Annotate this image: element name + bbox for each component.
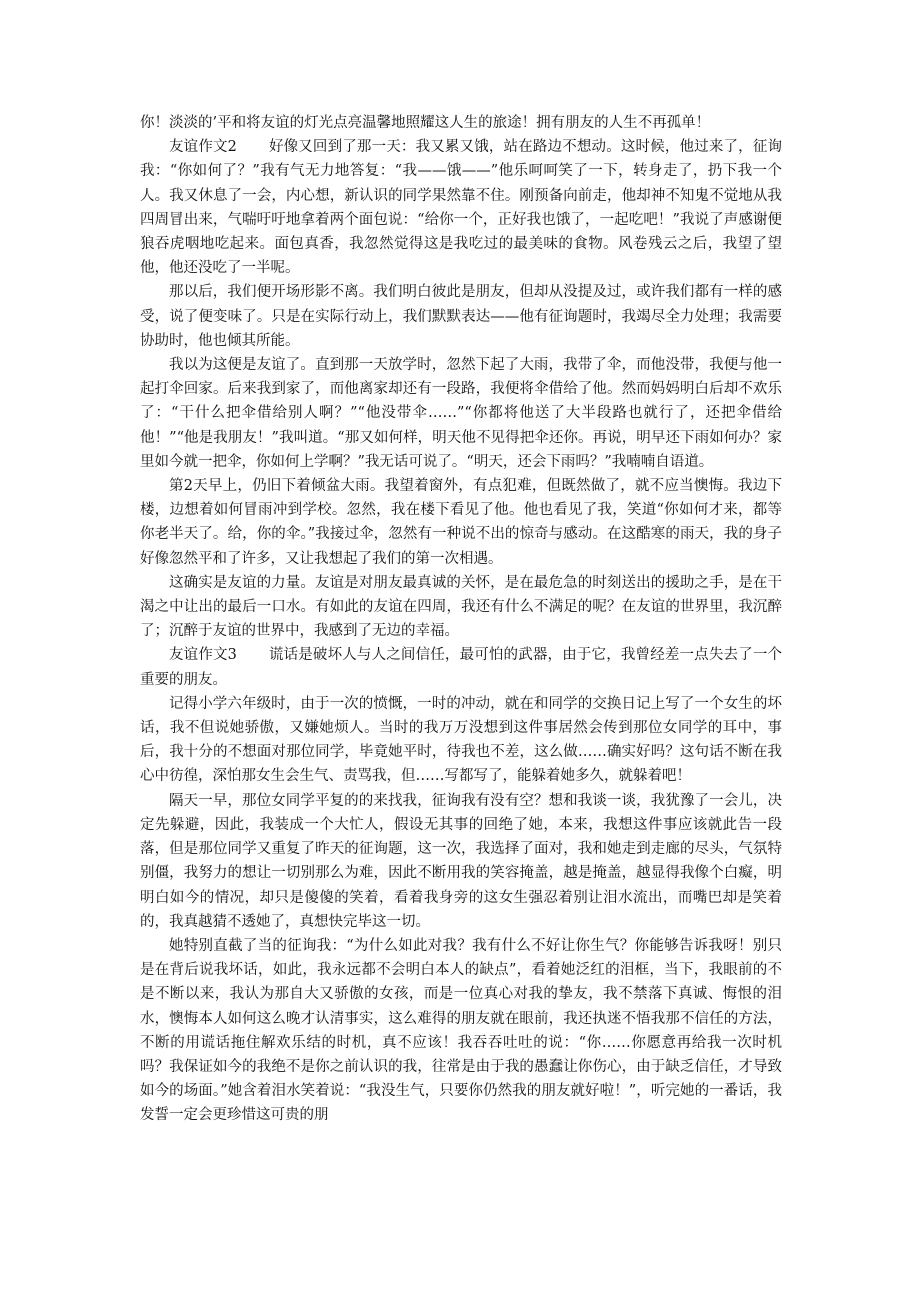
- paragraph-text: 第2天早上，仍旧下着倾盆大雨。我望着窗外，有点犯难，但既然做了，就不应当懊悔。我边下楼，边想着如何冒雨冲到学校。忽然，我在楼下看见了他。他也看见了我，笑道“你如何才来，都等你老半天了。给，你的伞。”我接过伞，忽然有一种说不出的惊奇与感动。在这酷寒的雨天，我的身子好像忽然平和了许多，又让我想起了我们的第一次相遇。: [140, 478, 782, 567]
- document-body: [140, 111, 782, 1128]
- paragraph-text: 好像又回到了那一天：我又累又饿，站在路边不想动。这时候，他过来了，征询我：“你如何了？”我有气无力地答复：“我——饿——”他乐呵呵笑了一下，转身走了，扔下我一个人。我又休息了一会，内心想，新认识的同学果然靠不住。刚预备向前走，他却神不知鬼不觉地从我四周冒出来，气喘吁吁地拿着两个面包说：“给你一个，正好我也饿了，一起吃吧！”我说了声感谢便狼吞虎咽地吃起来。面包真香，我忽然觉得这是我吃过的最美味的食物。风卷残云之后，我望了望他，他还没吃了一半呢。: [140, 139, 782, 277]
- paragraph-text: 记得小学六年级时，由于一次的愤慨，一时的冲动，就在和同学的交换日记上写了一个女生的坏话，我不但说她骄傲，又嫌她烦人。当时的我万万没想到这件事居然会传到那位女同学的耳中，事后，我十分的不想面对那位同学，毕竟她平时，待我也不差，这么做……确实好吗？这句话不断在我心中彷徨，深怕那女生会生气、责骂我，但……写都写了，能躲着她多久，就躲着吧！: [140, 695, 782, 785]
- paragraph-text: 这确实是友谊的力量。友谊是对朋友最真诚的关怀，是在最危急的时刻送出的援助之手，是在干渴之中让出的最后一口水。有如此的友谊在四周，我还有什么不满足的呢？在友谊的世界里，我沉醉了；沉醉于友谊的世界中，我感到了无边的幸福。: [140, 574, 782, 640]
- paragraph-9: [140, 934, 782, 1128]
- paragraph-text: 你！淡淡的’平和将友谊的灯光点亮温馨地照耀这人生的旅途！拥有朋友的人生不再孤单！: [140, 115, 711, 131]
- paragraph-3: [140, 353, 782, 474]
- paragraph-text: 谎话是破坏人与人之间信任，最可怕的武器，由于它，我曾经差一点失去了一个重要的朋友。: [140, 647, 782, 688]
- paragraph-6: [140, 643, 782, 691]
- paragraph-4: [140, 474, 782, 571]
- paragraph-text: 我以为这便是友谊了。直到那一天放学时，忽然下起了大雨，我带了伞，而他没带，我便与他一起打伞回家。后来我到家了，而他离家却还有一段路，我便将伞借给了他。然而妈妈明白后却不欢乐了：“干什么把伞借给别人啊？”“他没带伞……”“你都将他送了大半段路也就行了，还把伞借给他！”“他是我朋友！”我叫道。“那又如何样，明天他不见得把伞还你。再说，明早还下雨如何办？家里如今就一把伞，你如何上学啊？”我无话可说了。“明天，还会下雨吗？”我喃喃自语道。: [140, 357, 782, 470]
- section-heading: 友谊作文3: [169, 647, 237, 664]
- paragraph-7: [140, 692, 782, 789]
- paragraph-text: 她特别直截了当的征询我：“为什么如此对我？我有什么不好让你生气？你能够告诉我呀！别只是在背后说我坏话，如此，我永远都不会明白本人的缺点”，看着她泛红的泪框，当下，我眼前的不是不断以来，我认为那自大又骄傲的女孩，而是一位真心对我的挚友，我不禁落下真诚、悔恨的泪水，懊悔本人如何这么晚才认清事实，这么难得的朋友就在眼前，我还执迷不悟我那不信任的方法，不断的用谎话拖住解欢乐结的时机，真不应该！我吞吞吐吐的说：“你……你愿意再给我一次时机吗？我保证如今的我绝不是你之前认识的我，往常是由于我的愚蠢让你伤心，由于缺乏信任，才导致如今的场面。”她含着泪水笑着说：“我没生气，只要你仍然我的朋友就好啦！”，听完她的一番话，我发誓一定会更珍惜这可贵的朋: [140, 937, 782, 1124]
- paragraph-1: [140, 135, 782, 280]
- paragraph-text: 隔天一早，那位女同学平复的的来找我，征询我有没有空？想和我谈一谈，我犹豫了一会儿，决定先躲避，因此，我装成一个大忙人，假设无其事的回绝了她，本来，我想这件事应该就此告一段落，但是那位同学又重复了昨天的征询题，这一次，我选择了面对，我和她走到走廊的尽头，气氛特别僵，我努力的想让一切别那么为难，因此不断用我的笑容掩盖，越是掩盖，越显得我像个白癡，明明白如今的情况，却只是傻傻的笑着，看着我身旁的这女生强忍着别让泪水流出，而嘴巴却是笑着的，我真越猜不透她了，真想快完毕这一切。: [140, 792, 782, 930]
- paragraph-8: [140, 789, 782, 934]
- section-heading: 友谊作文2: [169, 139, 237, 156]
- paragraph-2: [140, 280, 782, 353]
- paragraph-5: [140, 571, 782, 644]
- paragraph-0: [140, 111, 782, 135]
- paragraph-text: 那以后，我们便开场形影不离。我们明白彼此是朋友，但却从没提及过，或许我们都有一样的感受，说了便变味了。只是在实际行动上，我们默默表达——他有征询题时，我竭尽全力处理；我需要协助时，他也倾其所能。: [140, 284, 782, 349]
